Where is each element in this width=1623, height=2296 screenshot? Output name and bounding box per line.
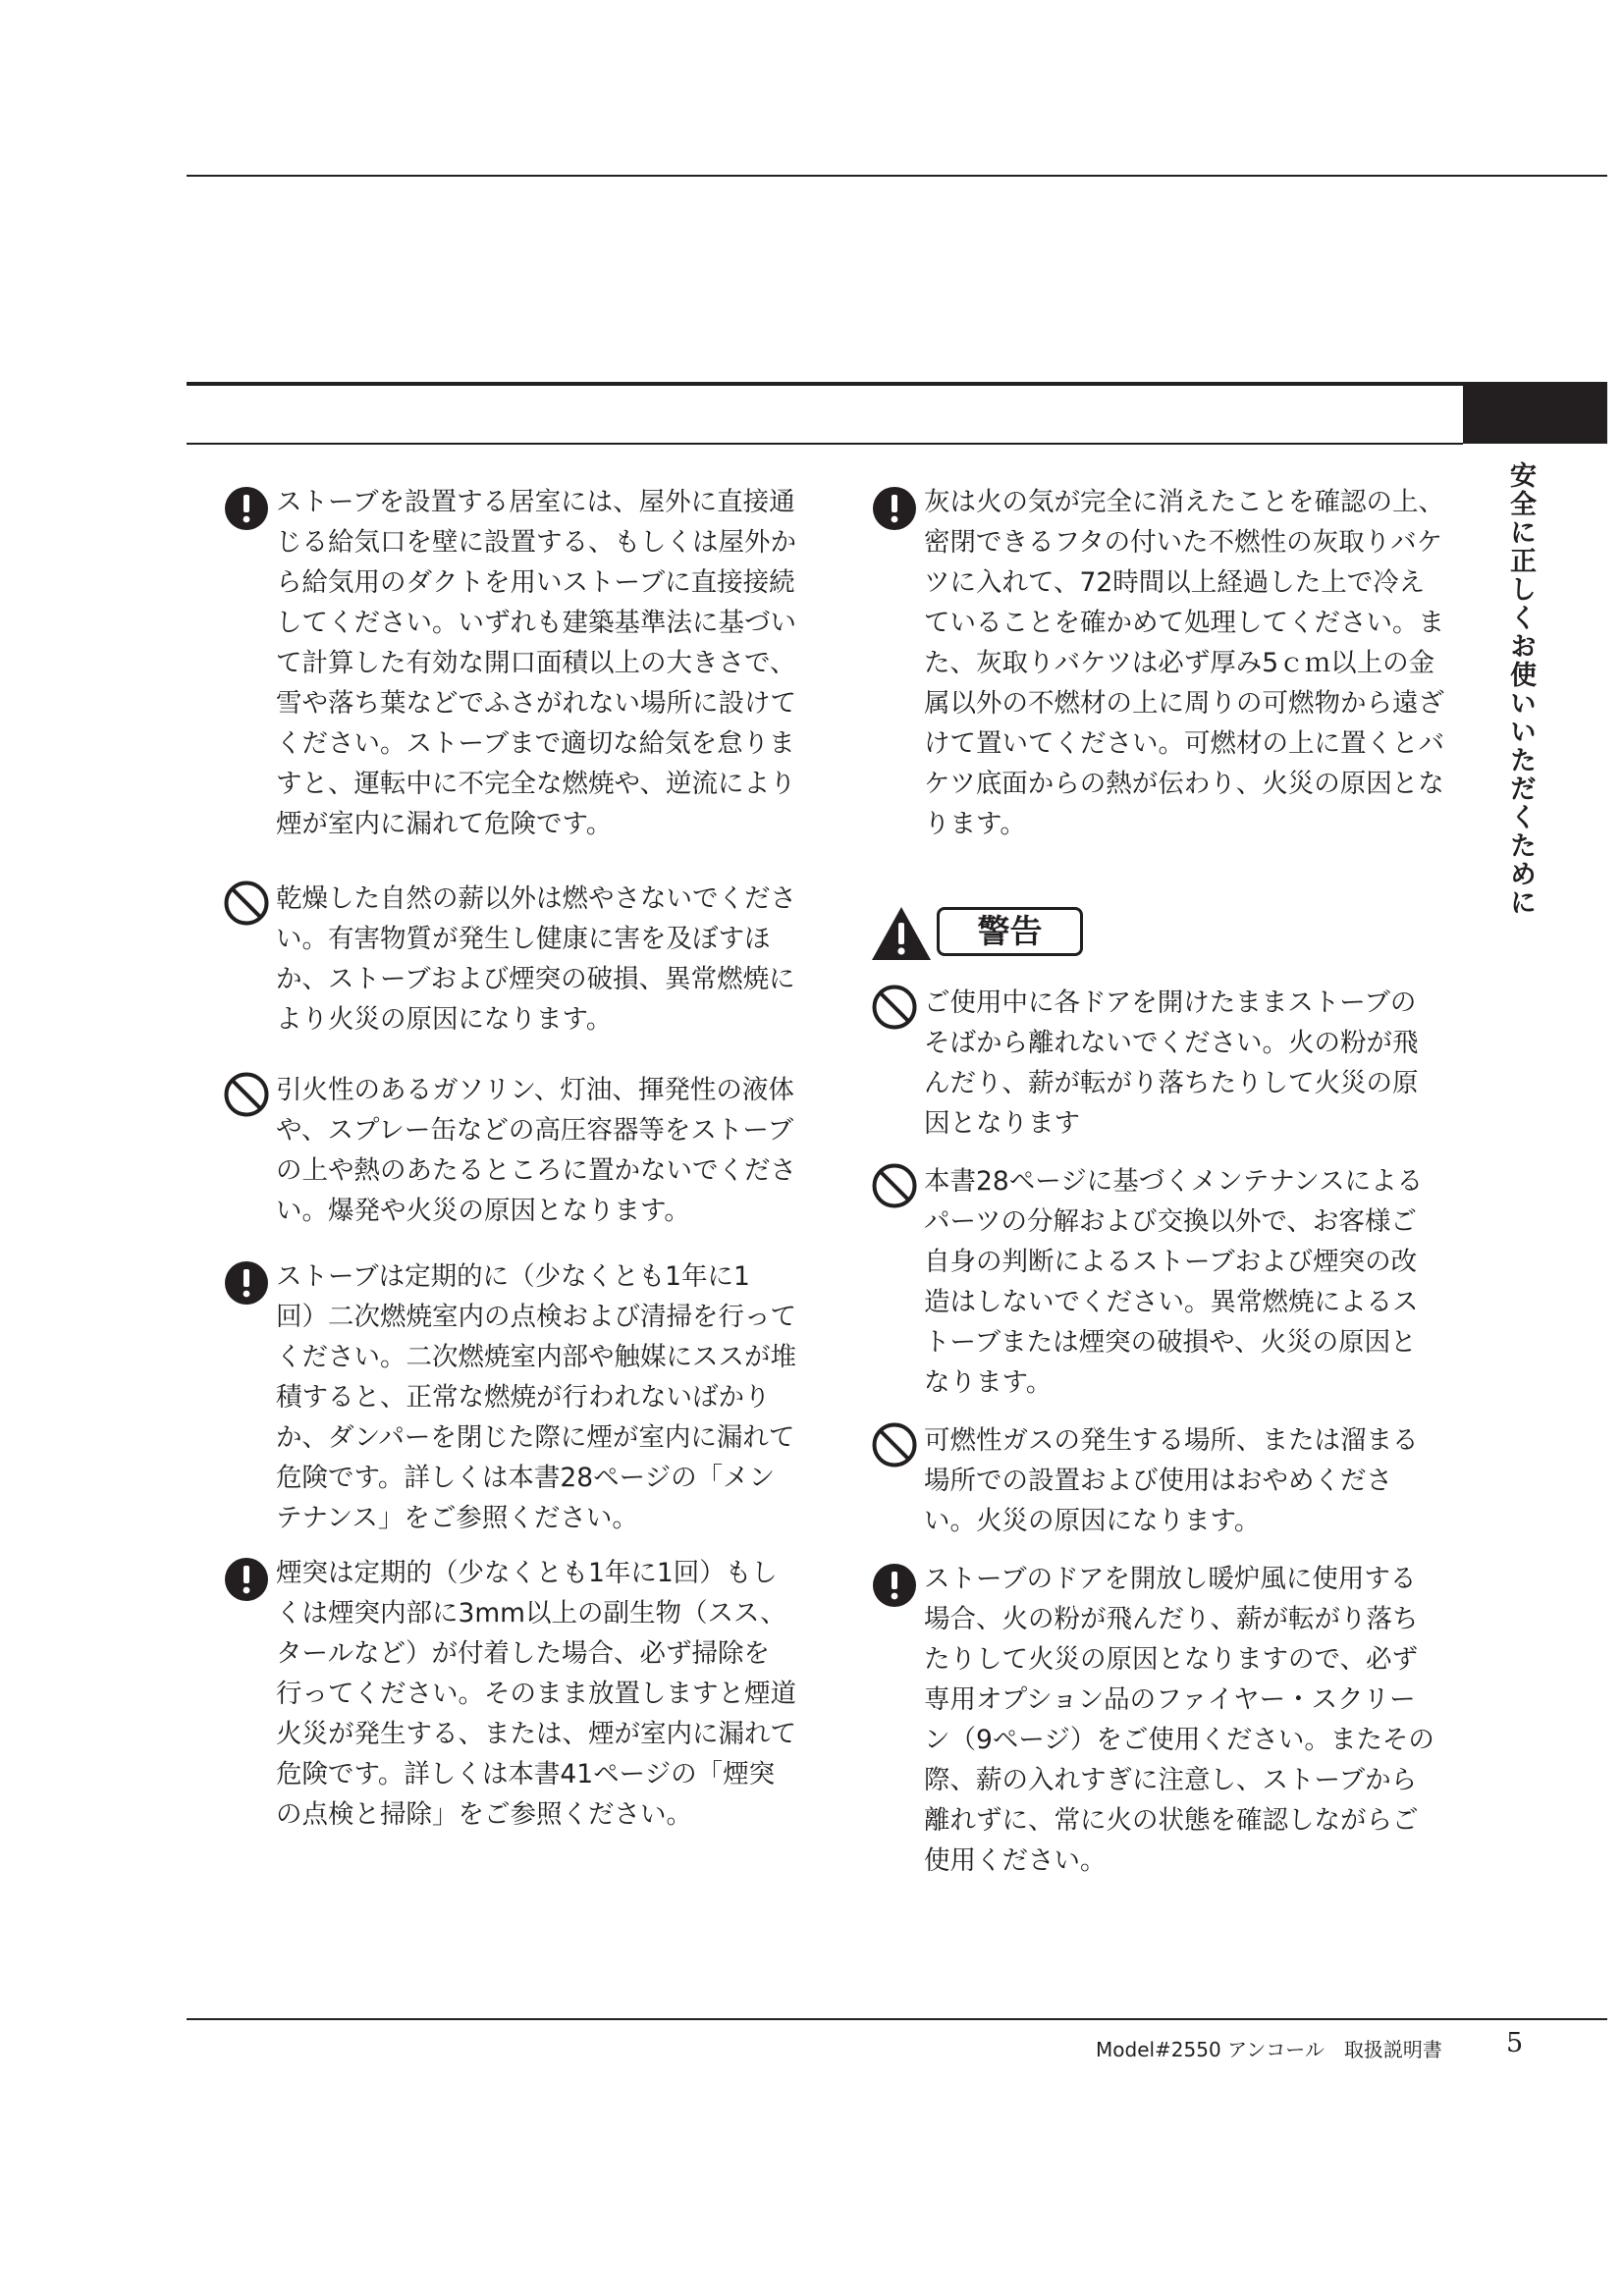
right-item-4-text: 可燃性ガスの発生する場所、または溜まる 場所での設置および使用はおやめくださ い。火災の原因になります。	[924, 1425, 1419, 1536]
prohibition-icon	[870, 1420, 919, 1469]
right-item-5-text: ストーブのドアを開放し暖炉風に使用する 場合、火の粉が飛んだり、薪が転がり落ち たりして火災の原因となりますので、必ず 専用オプション品のファイヤー・スクリー ン（9ページ）をご使用ください。またその 際、薪の入れすぎに注意し、ストーブから 離れずに、常に火の状態を確認しながらご 使用ください。	[924, 1564, 1434, 1876]
mandatory-exclamation-icon	[222, 1553, 271, 1602]
mandatory-exclamation-icon	[222, 1256, 271, 1306]
right-item-1-text: 灰は火の気が完全に消えたことを確認の上、 密閉できるフタの付いた不燃性の灰取りバケ ツに入れて、72時間以上経過した上で冷え ていることを確かめて処理してください。ま た、灰取りバケツは必ず厚み5ｃｍ以上の金 属以外の不燃材の上に周りの可燃物から遠ざ けて置いてください。可燃材の上に置くとバ ケツ底面からの熱が伝わり、火災の原因とな ります。	[924, 487, 1444, 839]
warning-triangle-icon	[870, 905, 933, 962]
right-item-2-text: ご使用中に各ドアを開けたままストーブの そばから離れないでください。火の粉が飛 んだり、薪が転がり落ちたりして火災の原 因となります	[924, 988, 1419, 1139]
left-item-1-text: ストーブを設置する居室には、屋外に直接通 じる給気口を壁に設置する、もしくは屋外か ら給気用のダクトを用いストーブに直接接続 してください。いずれも建築基準法に基づい て計算した有効な開口面積以上の大きさで、 雪や落ち葉などでふさがれない場所に設けて ください。ストーブまで適切な給気を怠りま すと、運転中に不完全な燃焼や、逆流により 煙が室内に漏れて危険です。	[276, 487, 796, 839]
left-item-4-text: ストーブは定期的に（少なくとも1年に1 回）二次燃焼室内の点検および清掃を行って ください。二次燃焼室内部や触媒にススが堆 積すると、正常な燃焼が行われないばかり か、ダンパーを閉じた際に煙が室内に漏れて 危険です。詳しくは本書28ページの「メン テナンス」をご参照ください。	[276, 1261, 796, 1533]
footer-model-title: Model#2550 アンコール 取扱説明書	[1096, 2038, 1442, 2061]
left-item-2-text: 乾燥した自然の薪以外は燃やさないでくださ い。有害物質が発生し健康に害を及ぼすほ か、ストーブおよび煙突の破損、異常燃焼に より火災の原因になります。	[276, 883, 796, 1035]
warning-label: 警告	[937, 907, 1083, 956]
top-rule	[187, 175, 1607, 177]
prohibition-icon	[870, 983, 919, 1032]
right-item-3-text: 本書28ページに基づくメンテナンスによる パーツの分解および交換以外で、お客様ご 自身の判断によるストーブおよび煙突の改 造はしないでください。異常燃焼によるス トーブまたは煙突の破損や、火災の原因と なります。	[924, 1166, 1424, 1398]
mandatory-exclamation-icon	[870, 482, 919, 531]
mandatory-exclamation-icon	[222, 482, 271, 531]
left-item-5-text: 煙突は定期的（少なくとも1年に1回）もし くは煙突内部に3mm以上の副生物（スス、 タールなど）が付着した場合、必ず掃除を 行ってください。そのまま放置しますと煙道 火災が発生する、または、煙が室内に漏れて 危険です。詳しくは本書41ページの「煙突 の点検と掃除」をご参照ください。	[276, 1558, 796, 1830]
header-rule-thin	[187, 443, 1463, 445]
section-side-title: 安全に正しくお使いいただくために	[1505, 461, 1536, 917]
footer-rule	[187, 2018, 1607, 2020]
left-item-3-text: 引火性のあるガソリン、灯油、揮発性の液体 や、スプレー缶などの高圧容器等をストーブ の上や熱のあたるところに置かないでくださ い。爆発や火災の原因となります。	[276, 1075, 796, 1226]
prohibition-icon	[222, 1070, 271, 1119]
mandatory-exclamation-icon	[870, 1559, 919, 1608]
prohibition-icon	[222, 879, 271, 928]
prohibition-icon	[870, 1161, 919, 1210]
header-rule-thick	[187, 382, 1607, 386]
page-number: 5	[1506, 2028, 1524, 2058]
section-tab-block	[1463, 384, 1607, 444]
